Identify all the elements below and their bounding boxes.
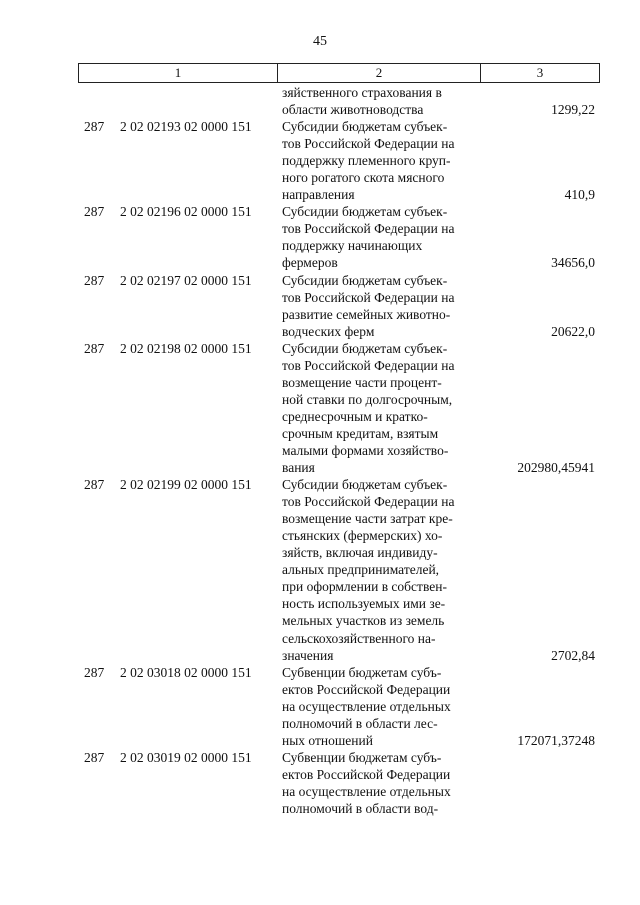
row-admin-code: 287 xyxy=(84,119,105,135)
row-name-line: Субсидии бюджетам субъек- xyxy=(282,204,448,220)
row-name-line: значения xyxy=(282,647,334,663)
row-amount: 410,9 xyxy=(564,187,595,203)
row-name-line: водческих ферм xyxy=(282,323,375,339)
table-row xyxy=(78,118,600,203)
row-classification-code: 2 02 03019 02 0000 151 xyxy=(120,749,252,765)
table-row xyxy=(78,340,600,476)
row-name xyxy=(282,84,477,118)
table-row xyxy=(78,749,600,817)
row-name-line: зяйственного страхования в xyxy=(282,85,442,100)
row-amount: 172071,37248 xyxy=(517,732,595,748)
row-name-line: Субсидии бюджетам субъек- xyxy=(282,272,448,288)
row-name-line: поддержку начинающих xyxy=(282,238,423,254)
row-name-line: сельскохозяйственного на- xyxy=(282,630,436,646)
row-classification-code: 2 02 02198 02 0000 151 xyxy=(120,340,252,356)
row-name-line: возмещение части затрат кре- xyxy=(282,511,453,527)
row-name-line: тов Российской Федерации на xyxy=(282,357,455,373)
row-name-line: вания xyxy=(282,460,315,476)
row-admin-code: 287 xyxy=(84,272,105,288)
row-name-line: тов Российской Федерации на xyxy=(282,221,455,237)
row-admin-code: 287 xyxy=(84,340,105,356)
row-name-line: тов Российской Федерации на xyxy=(282,136,455,152)
column-header-3: 3 xyxy=(536,65,544,80)
row-name-line: тов Российской Федерации на xyxy=(282,494,455,510)
row-amount: 34656,0 xyxy=(551,255,595,271)
column-header-1: 1 xyxy=(79,64,278,82)
row-name-line: развитие семейных животно- xyxy=(282,306,451,322)
row-amount: 2702,84 xyxy=(551,647,595,663)
row-classification-code: 2 02 02199 02 0000 151 xyxy=(120,477,252,493)
row-amount: 202980,45941 xyxy=(517,460,595,476)
row-name xyxy=(282,749,477,817)
row-name-line: тов Российской Федерации на xyxy=(282,289,455,305)
row-name xyxy=(282,340,477,476)
row-name-line: малыми формами хозяйство- xyxy=(282,442,449,458)
row-name-line: ной ставки по долгосрочным, xyxy=(282,391,453,407)
row-name-line: зяйств, включая индивиду- xyxy=(282,545,438,561)
row-name xyxy=(282,118,477,203)
row-name-line: при оформлении в собствен- xyxy=(282,579,447,595)
row-classification-code: 2 02 02193 02 0000 151 xyxy=(120,119,252,135)
row-name-line: на осуществление отдельных xyxy=(282,698,451,714)
row-name-line: ектов Российской Федерации xyxy=(282,766,451,782)
row-name-line: Субвенции бюджетам субъ- xyxy=(282,749,442,765)
row-name-line: ного рогатого скота мясного xyxy=(282,170,445,186)
row-name xyxy=(282,203,477,271)
table-row xyxy=(78,476,600,664)
row-amount: 1299,22 xyxy=(551,102,595,118)
row-name-line: срочным кредитам, взятым xyxy=(282,425,439,441)
row-name-line: возмещение части процент- xyxy=(282,374,442,390)
row-name-line: Субсидии бюджетам субъек- xyxy=(282,477,448,493)
table-row xyxy=(78,203,600,271)
row-name xyxy=(282,664,477,749)
row-name-line: альных предпринимателей, xyxy=(282,562,440,578)
row-admin-code: 287 xyxy=(84,749,105,765)
row-name-line: стьянских (фермерских) хо- xyxy=(282,528,443,544)
row-name-line: ектов Российской Федерации xyxy=(282,681,451,697)
row-amount: 20622,0 xyxy=(551,323,595,339)
row-name-line: полномочий в области вод- xyxy=(282,800,439,816)
table-body xyxy=(78,84,600,817)
row-name-line: поддержку племенного круп- xyxy=(282,153,451,169)
row-classification-code: 2 02 02197 02 0000 151 xyxy=(120,272,252,288)
row-name xyxy=(282,272,477,340)
row-name-line: ных отношений xyxy=(282,732,373,748)
row-name-line: мельных участков из земель xyxy=(282,613,445,629)
row-admin-code: 287 xyxy=(84,664,105,680)
row-classification-code: 2 02 03018 02 0000 151 xyxy=(120,664,252,680)
table-row xyxy=(78,84,600,118)
row-name-line: области животноводства xyxy=(282,102,424,118)
row-name-line: на осуществление отдельных xyxy=(282,783,451,799)
column-header-2: 2 xyxy=(278,64,481,82)
row-name xyxy=(282,476,477,664)
table-row xyxy=(78,272,600,340)
row-classification-code: 2 02 02196 02 0000 151 xyxy=(120,204,252,220)
row-name-line: фермеров xyxy=(282,255,338,271)
page-number: 45 xyxy=(313,34,327,49)
row-name-line: полномочий в области лес- xyxy=(282,715,438,731)
row-name-line: направления xyxy=(282,187,355,203)
row-name-line: ность используемых ими зе- xyxy=(282,596,446,612)
row-name-line: среднесрочным и кратко- xyxy=(282,408,428,424)
row-admin-code: 287 xyxy=(84,204,105,220)
table-row xyxy=(78,664,600,749)
row-name-line: Субвенции бюджетам субъ- xyxy=(282,664,442,680)
row-name-line: Субсидии бюджетам субъек- xyxy=(282,340,448,356)
row-admin-code: 287 xyxy=(84,477,105,493)
row-name-line: Субсидии бюджетам субъек- xyxy=(282,119,448,135)
table-header xyxy=(78,63,600,83)
